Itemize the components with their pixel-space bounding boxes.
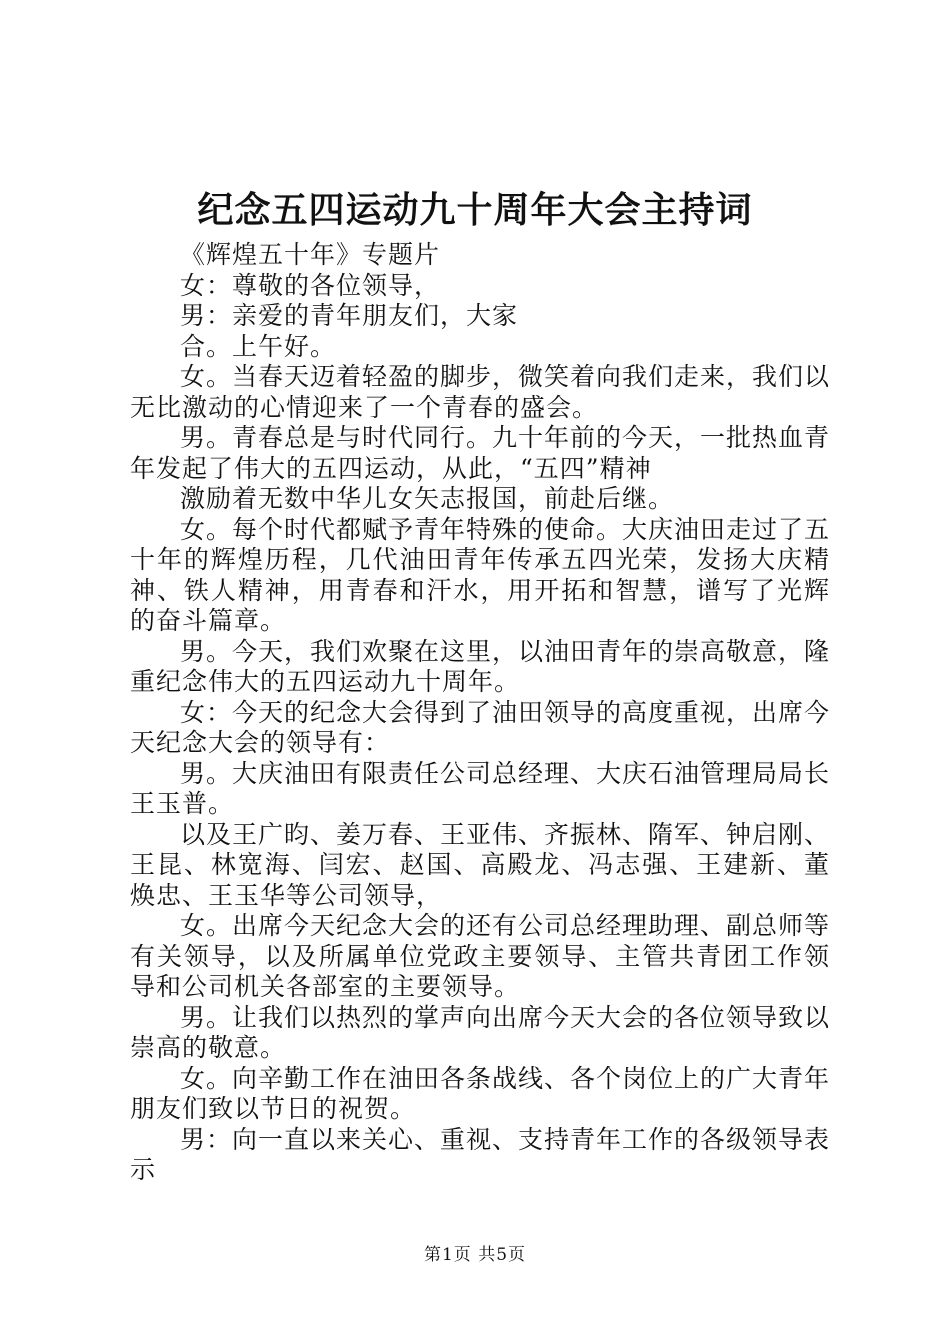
paragraph: 女。当春天迈着轻盈的脚步，微笑着向我们走来，我们以无比激动的心情迎来了一个青春的盛会。 [130, 362, 831, 422]
document-title: 纪念五四运动九十周年大会主持词 [197, 189, 753, 231]
paragraph: 女：尊敬的各位领导， [180, 270, 441, 300]
page-footer: 第1页 共5页 [423, 1245, 527, 1265]
paragraph: 男：向一直以来关心、重视、支持青年工作的各级领导表示 [130, 1124, 831, 1184]
paragraph: 女：今天的纪念大会得到了油田领导的高度重视，出席今天纪念大会的领导有： [130, 697, 831, 757]
paragraph: 激励着无数中华儿女矢志报国，前赴后继。 [180, 484, 675, 513]
paragraph: 男。大庆油田有限责任公司总经理、大庆石油管理局局长王玉普。 [130, 758, 831, 818]
paragraph: 合。上午好。 [180, 331, 337, 361]
paragraph: 男。青春总是与时代同行。九十年前的今天，一批热血青年发起了伟大的五四运动，从此，“五四”精神 [130, 423, 831, 483]
paragraph: 女。向辛勤工作在油田各条战线、各个岗位上的广大青年朋友们致以节日的祝贺。 [130, 1063, 831, 1123]
document-body [130, 240, 830, 1186]
paragraph: 女。出席今天纪念大会的还有公司总经理助理、副总师等有关领导，以及所属单位党政主要领导、主管共青团工作领导和公司机关各部室的主要领导。 [130, 911, 831, 1001]
paragraph: 男。今天，我们欢聚在这里，以油田青年的崇高敬意，隆重纪念伟大的五四运动九十周年。 [130, 636, 831, 696]
paragraph: 女。每个时代都赋予青年特殊的使命。大庆油田走过了五十年的辉煌历程，几代油田青年传承五四光荣，发扬大庆精神、铁人精神，用青春和汗水，用开拓和智慧，谱写了光辉的奋斗篇章。 [130, 514, 831, 635]
paragraph: 以及王广昀、姜万春、王亚伟、齐振林、隋军、钟启刚、王昆、林宽海、闫宏、赵国、高殿龙、冯志强、王建新、董焕忠、王玉华等公司领导， [130, 819, 831, 910]
paragraph: 男：亲爱的青年朋友们，大家 [180, 301, 519, 330]
paragraph: 男。让我们以热烈的掌声向出席今天大会的各位领导致以崇高的敬意。 [130, 1002, 831, 1062]
paragraph: 《辉煌五十年》专题片 [180, 240, 441, 269]
